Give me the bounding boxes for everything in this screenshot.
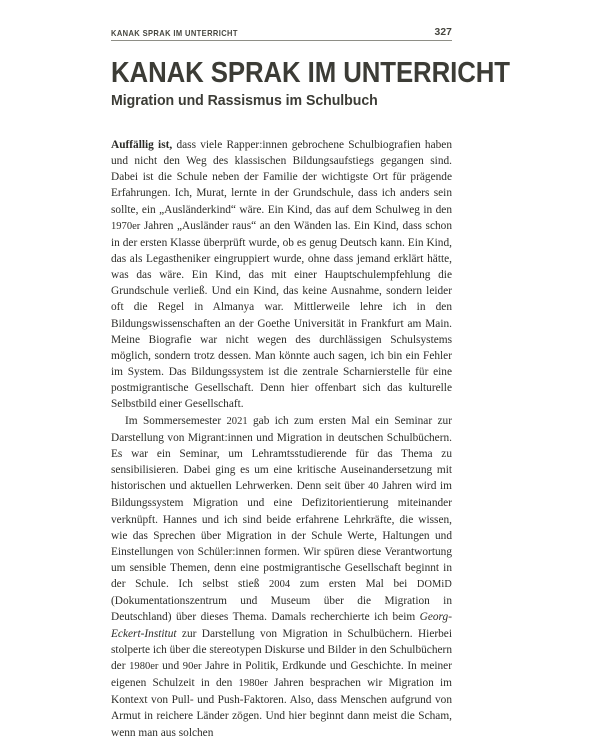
running-head-title: KANAK SPRAK IM UNTERRICHT [111,29,238,38]
paragraph-2-year-2004: 2004 [269,579,291,591]
paragraph-2-text-g: und [158,659,183,672]
page-subtitle: Migration und Rassismus im Schulbuch [111,92,378,110]
paragraph-2-text-h: Jahre in Politik, Erdkunde und Geschichte. In meiner eigenen Schulzeit in den [111,659,452,690]
paragraph-2-decade-1980er: 1980er [129,660,159,672]
paragraph-2-number-40: 40 [368,481,379,493]
paragraph-2-text-c: Jahren wird im Bildungssystem Migration und eine Defizitorientierung miteinander verknüpft. Hannes und ich sind beide erfahrene Lehrkräfte, die wissen, wie das Sprechen über Migration in der Schule Werte, Haltungen und Einstellungen von Schüler:innen formen. Wir spüren diese Verantwortung um sensible Themen, denn eine postmigrantische Gesellschaft beginnt in der Schule. Ich selbst stieß [111,480,452,591]
page-number: 327 [434,27,452,38]
paragraph-2-decade-90er: 90er [182,660,202,672]
paragraph-2-text-e: (Dokumentationszentrum und Museum über die Migration in Deutschland) über dieses Thema. Damals recherchierte ich beim [111,595,452,624]
paragraph-2-decade-1980er-2: 1980er [238,678,268,690]
paragraph-2-text-b: gab ich zum ersten Mal ein Seminar zur Darstellung von Migrant:innen und Migration in deutschen Schulbüchern. Es war ein Seminar, um Lehramtsstudierende für das Thema zu sensibilisieren. Dabei ging es um eine kritische Auseinandersetzung mit historischen und aktuellen Lehrwerken. Denn seit über [111,414,452,493]
paragraph-1-text-b: Jahren „Ausländer raus“ an den Wänden las. Ein Kind, dass schon in der ersten Klasse überprüft wurde, ob es genug Deutsch kann. Ein Kind, das als Legastheniker eingruppiert wurde, ohne dass jemand erklärt hätte, was das wäre. Ein Kind, das mit einer Hauptschulempfehlung die Grundschule verließ. Und ein Kind, das keine Ausnahme, sondern leider oft die Regel in Almanya war. Mittlerweile lehre ich in den Bildungswissenschaften an der Goethe Universität in Frankfurt am Main. Meine Biografie war nicht wegen des durchlässigen Schulsystems möglich, sondern trotz dessen. Man könnte auch sagen, ich bin ein Fehler im System. Das Bildungssystem ist die zentrale Scharnierstelle für eine postmigrantische Gesellschaft. Denn hier offenbart sich das kulturelle Selbstbild einer Gesellschaft. [111,219,452,411]
institute-georg-eckert-institut: Georg-Eckert-Institut [111,611,452,640]
running-head [111,27,452,41]
paragraph-2-year-2021: 2021 [226,415,248,427]
page-content-column [111,0,510,741]
paragraph-2-text-d: zum ersten Mal bei [290,578,417,591]
paragraph-1-year-1970er: 1970er [111,220,141,232]
article-body [111,137,452,741]
organisation-domid: DOMiD [416,579,452,591]
paragraph-2-text-a: Im Sommersemester [125,414,227,427]
paragraph-1-lead-in: Auffällig ist, [111,138,173,151]
page-title: KANAK SPRAK IM UNTERRICHT [111,57,510,89]
paragraph-1-text-a: dass viele Rapper:innen gebrochene Schulbiografien haben und nicht den Weg des klassischen Bildungsaufstiegs gegangen sind. Dabei ist die Schule neben der Familie der wichtigste Ort für prägende Erfahrungen. Ich, Murat, lernte in der Grundschule, dass ich anders sein sollte, ein „Ausländerkind“ wäre. Ein Kind, das auf dem Schulweg in den [111,138,452,216]
paragraph-1 [111,137,452,413]
paragraph-2-text-f: zur Darstellung von Migration in Schulbüchern. Hierbei stolperte ich über die stereotypen Diskurse und Bilder in den Schulbüchern der [111,627,452,672]
paragraph-2 [111,413,452,741]
paragraph-2-text-i: Jahren besprachen wir Migration im Kontext von Pull- und Push-Faktoren. Also, dass Menschen aufgrund von Armut in reichere Länder zögen. Und hier beginnt dann meist die Scham, wenn man aus solchen [111,677,452,739]
